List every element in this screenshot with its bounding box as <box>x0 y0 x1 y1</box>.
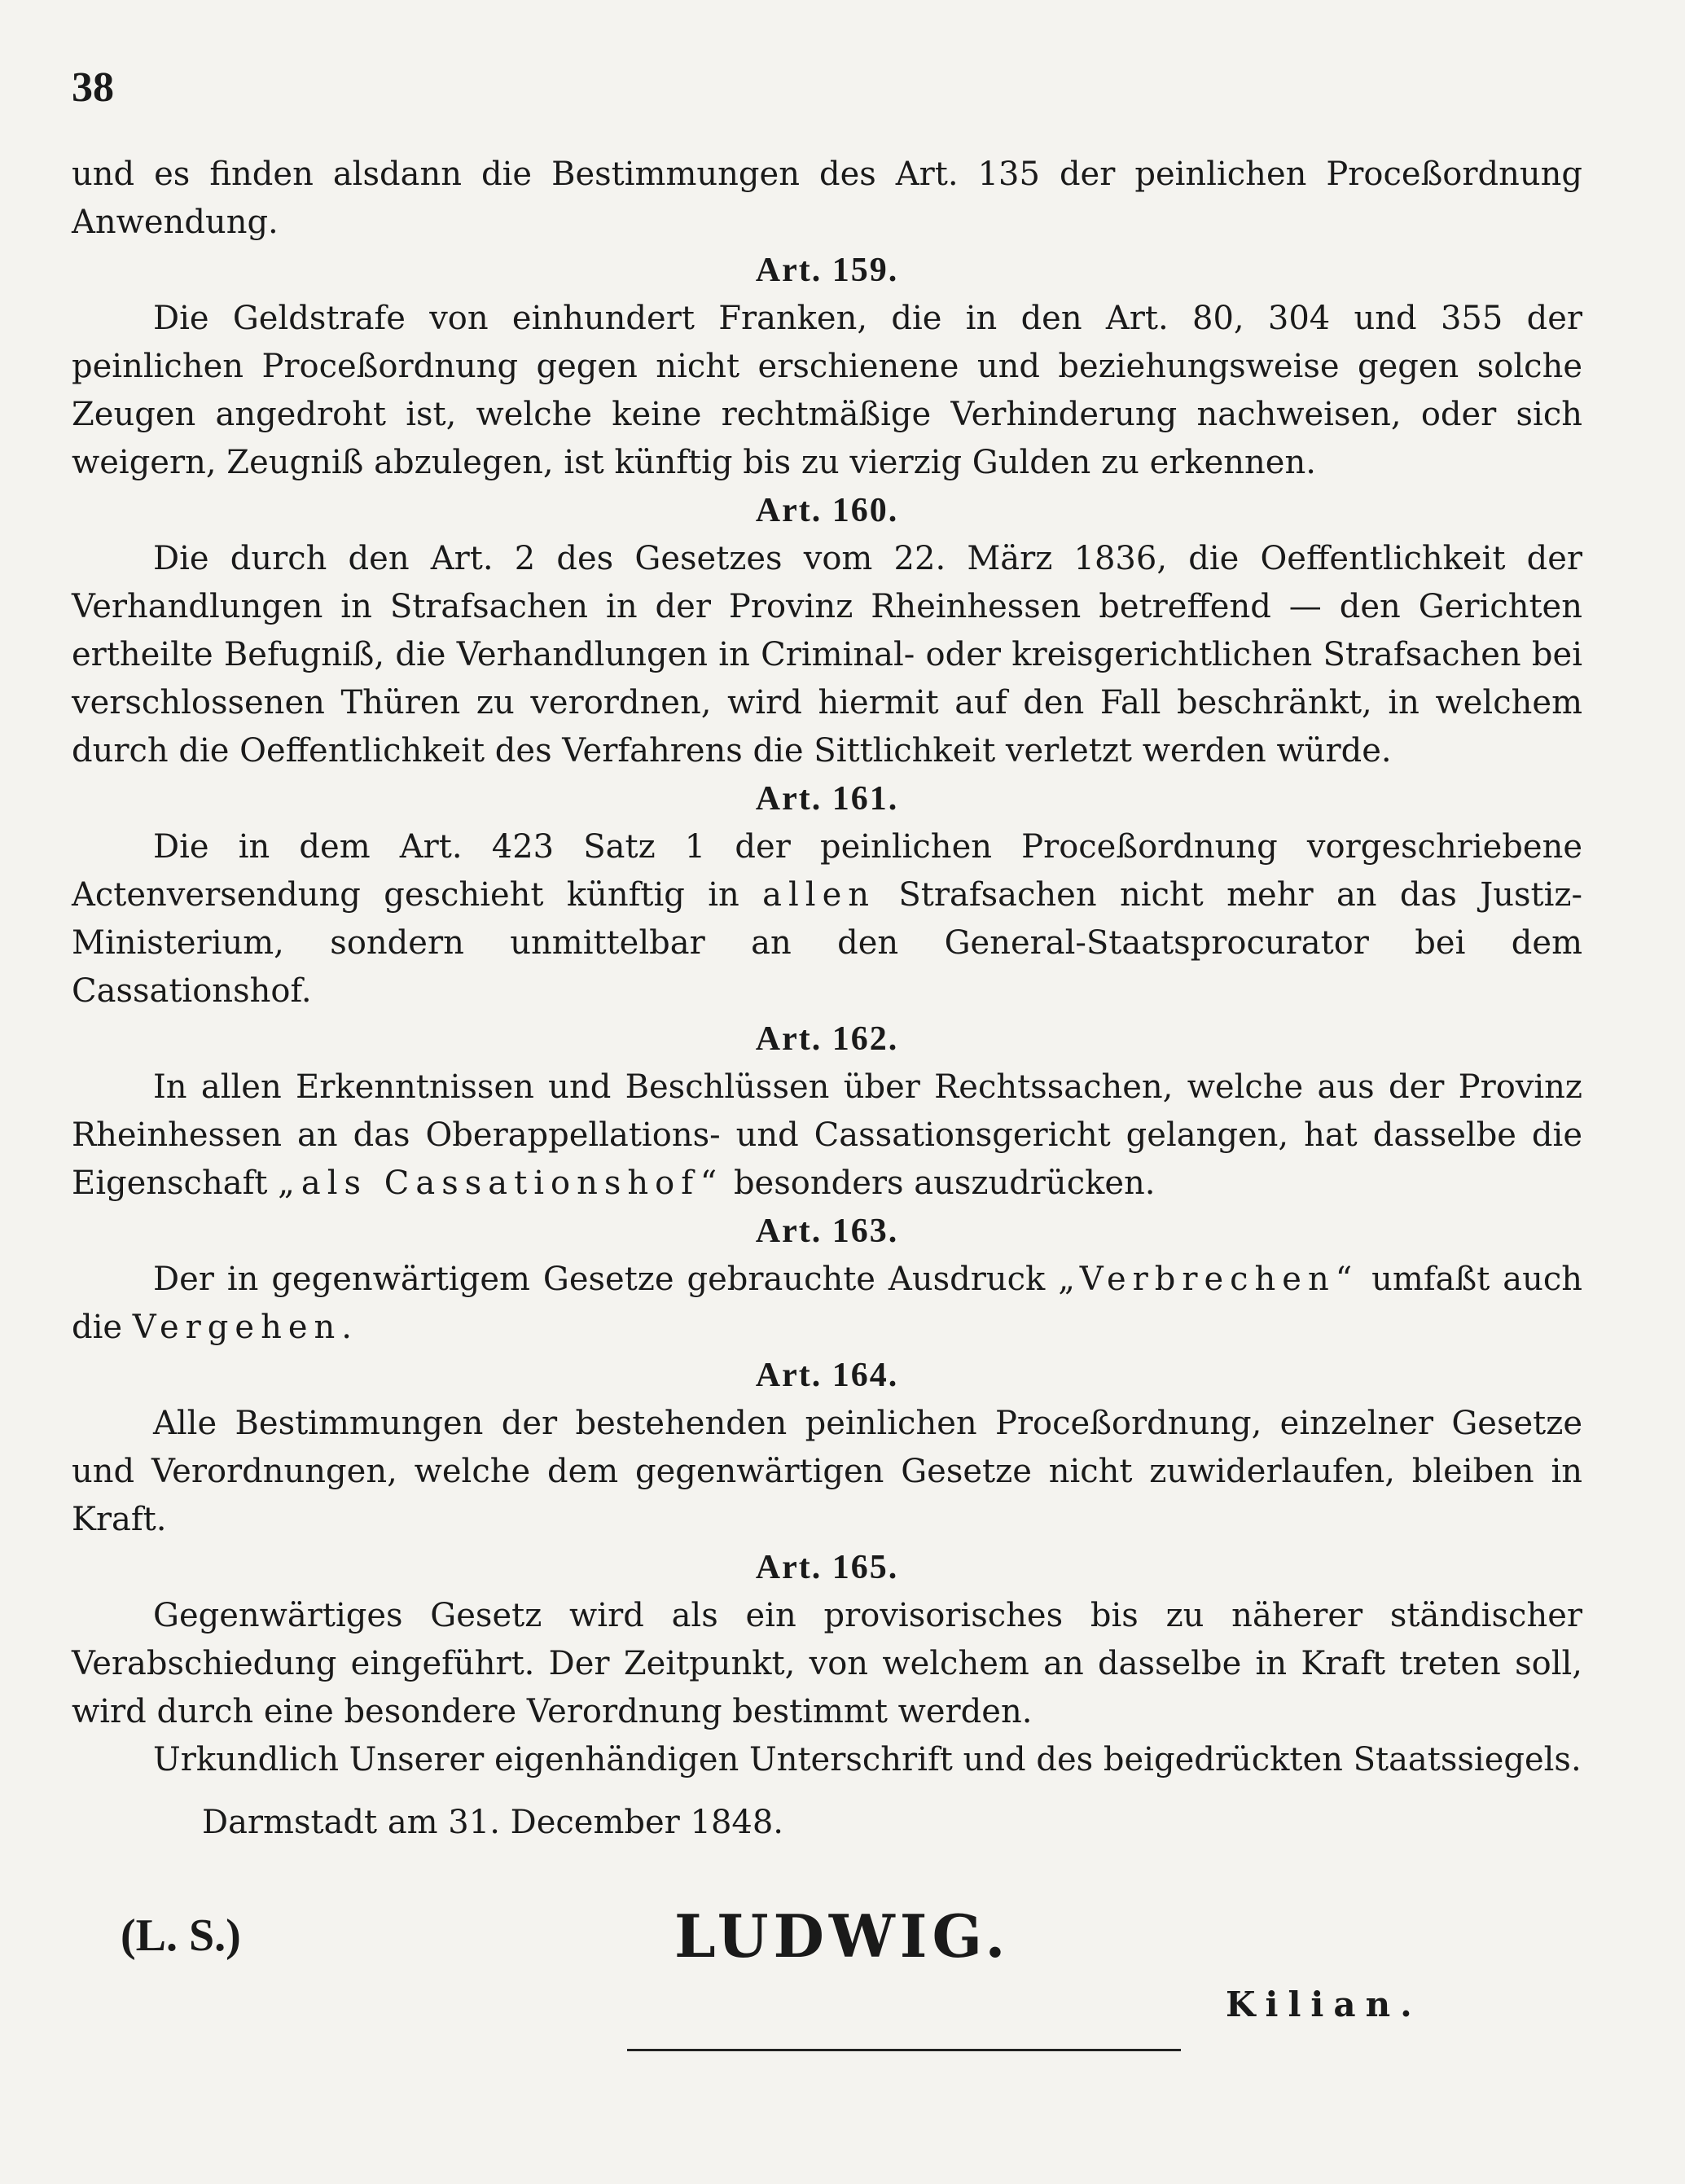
closing-formula: Urkundlich Unserer eigenhändigen Unterschrift und des beigedrückten Staatssiegels. <box>153 1741 1582 1778</box>
ruler-signature: LUDWIG. <box>674 1901 1011 1971</box>
article-heading-163: Art. 163. <box>755 1213 899 1250</box>
article-text-162-emphasis: „als Cassationshof“ <box>278 1164 724 1202</box>
article-text-161 <box>72 823 1582 1015</box>
dateline: Darmstadt am 31. December 1848. <box>202 1804 784 1841</box>
article-text-162-part1: In allen Erkenntnissen und Beschlüssen über Rechtssachen, welche aus der Provinz Rheinhessen an das Oberappellations- und Cassationsgericht gelangen, hat dasselbe die Eigenschaft <box>72 1068 1582 1202</box>
article-text-161-emphasis: allen <box>762 876 876 914</box>
article-text-161-part1: Die in dem Art. 423 Satz 1 der peinlichen Proceßordnung vorgeschriebene Actenversendung geschieht künftig in <box>72 828 1582 914</box>
article-text-163-part2: umfaßt auch die <box>72 1261 1582 1346</box>
page-number: 38 <box>72 64 114 111</box>
signature-row <box>72 1901 1582 1983</box>
countersignature: Kilian. <box>1226 1984 1422 2024</box>
article-text-165: Gegenwärtiges Gesetz wird als ein provisorisches bis zu näherer ständischer Verabschiedung eingeführt. Der Zeitpunkt, von welchem an dasselbe in Kraft treten soll, wird durch eine besondere Verordnung bestimmt werden. <box>72 1597 1582 1730</box>
article-heading-160: Art. 160. <box>755 492 899 529</box>
article-heading-165: Art. 165. <box>755 1549 899 1586</box>
article-heading-159: Art. 159. <box>755 252 899 289</box>
article-text-163-emphasis-2: Vergehen. <box>132 1309 358 1346</box>
closing-rule <box>627 2049 1181 2051</box>
article-text-159: Die Geldstrafe von einhundert Franken, die in den Art. 80, 304 und 355 der peinlichen Proceßordnung gegen nicht erschienene und beziehungsweise gegen solche Zeugen angedroht ist, welche keine rechtmäßige Verhinderung nachweisen, oder sich weigern, Zeugniß abzulegen, ist künftig bis zu vierzig Gulden zu erkennen. <box>72 300 1582 481</box>
article-heading-162: Art. 162. <box>755 1020 899 1058</box>
intro-paragraph: und es finden alsdann die Bestimmungen des Art. 135 der peinlichen Proceßordnung Anwendung. <box>72 156 1582 241</box>
article-text-164: Alle Bestimmungen der bestehenden peinlichen Proceßordnung, einzelner Gesetze und Verordnungen, welche dem gegenwärtigen Gesetze nicht zuwiderlaufen, bleiben in Kraft. <box>72 1405 1582 1538</box>
article-heading-161: Art. 161. <box>755 780 899 818</box>
article-text-162 <box>72 1063 1582 1208</box>
seal-mark: (L. S.) <box>121 1910 241 1961</box>
article-text-160: Die durch den Art. 2 des Gesetzes vom 22. März 1836, die Oeffentlichkeit der Verhandlungen in Strafsachen in der Provinz Rheinhessen betreffend — den Gerichten ertheilte Befugniß, die Verhandlungen in Criminal- oder kreisgerichtlichen Strafsachen bei verschlossenen Thüren zu verordnen, wird hiermit auf den Fall beschränkt, in welchem durch die Oeffentlichkeit des Verfahrens die Sittlichkeit verletzt werden würde. <box>72 540 1582 770</box>
article-text-163-part1: Der in gegenwärtigem Gesetze gebrauchte Ausdruck <box>153 1261 1046 1298</box>
article-heading-164: Art. 164. <box>755 1357 899 1394</box>
document-body <box>72 151 1582 1847</box>
article-text-161-part2: Strafsachen nicht mehr an das Justiz-Ministerium, sondern unmittelbar an den General-Staatsprocurator bei dem Cassationshof. <box>72 876 1583 1010</box>
article-text-163-emphasis: „Verbrechen“ <box>1058 1261 1359 1298</box>
article-text-162-part2: besonders auszudrücken. <box>733 1164 1156 1202</box>
article-text-163 <box>72 1256 1582 1352</box>
